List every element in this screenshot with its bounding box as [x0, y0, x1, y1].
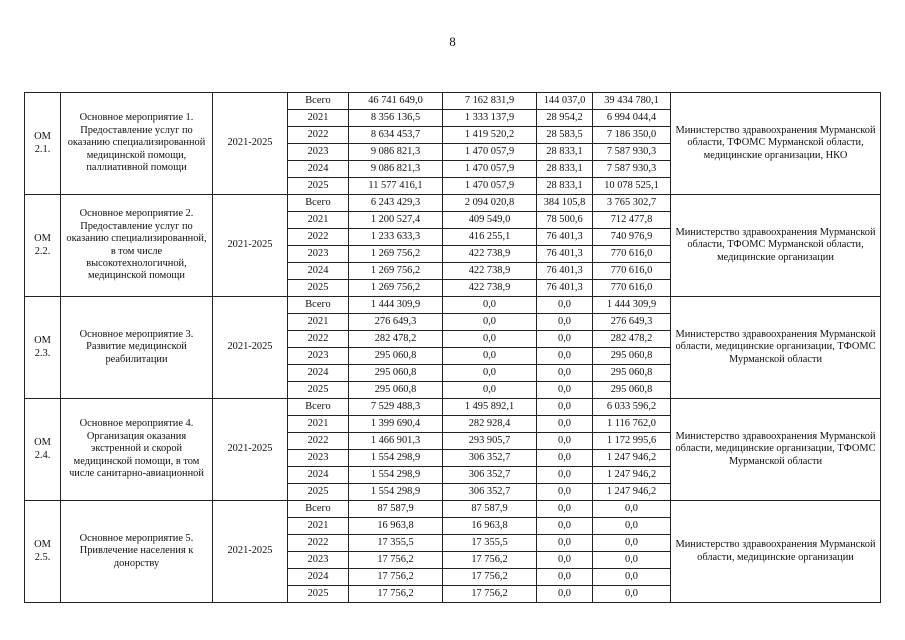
year-cell: 2023: [288, 246, 349, 263]
activity-code: ОМ 2.1.: [25, 93, 61, 195]
regional-budget-cell: 0,0: [443, 331, 537, 348]
federal-budget-cell: 0,0: [537, 467, 593, 484]
total-amount-cell: 17 355,5: [349, 535, 443, 552]
activity-name: Основное мероприятие 3. Развитие медицинской реабилитации: [61, 297, 213, 399]
regional-budget-cell: 416 255,1: [443, 229, 537, 246]
other-sources-cell: 1 247 946,2: [593, 484, 671, 501]
regional-budget-cell: 1 470 057,9: [443, 144, 537, 161]
total-amount-cell: 9 086 821,3: [349, 161, 443, 178]
year-cell: 2022: [288, 331, 349, 348]
regional-budget-cell: 0,0: [443, 314, 537, 331]
table-row: [25, 195, 881, 212]
federal-budget-cell: 78 500,6: [537, 212, 593, 229]
total-amount-cell: 282 478,2: [349, 331, 443, 348]
other-sources-cell: 6 994 044,4: [593, 110, 671, 127]
other-sources-cell: 740 976,9: [593, 229, 671, 246]
regional-budget-cell: 1 495 892,1: [443, 399, 537, 416]
regional-budget-cell: 16 963,8: [443, 518, 537, 535]
year-cell: 2022: [288, 535, 349, 552]
regional-budget-cell: 17 756,2: [443, 569, 537, 586]
other-sources-cell: 712 477,8: [593, 212, 671, 229]
year-cell: 2025: [288, 484, 349, 501]
federal-budget-cell: 0,0: [537, 586, 593, 603]
total-amount-cell: 1 466 901,3: [349, 433, 443, 450]
activity-period: 2021-2025: [213, 501, 288, 603]
total-amount-cell: 16 963,8: [349, 518, 443, 535]
federal-budget-cell: 76 401,3: [537, 263, 593, 280]
year-cell: 2023: [288, 552, 349, 569]
total-amount-cell: 276 649,3: [349, 314, 443, 331]
federal-budget-cell: 28 833,1: [537, 161, 593, 178]
regional-budget-cell: 1 333 137,9: [443, 110, 537, 127]
other-sources-cell: 10 078 525,1: [593, 178, 671, 195]
page-number: 8: [449, 34, 456, 49]
total-amount-cell: 17 756,2: [349, 569, 443, 586]
federal-budget-cell: 0,0: [537, 484, 593, 501]
year-cell: 2021: [288, 110, 349, 127]
other-sources-cell: 0,0: [593, 586, 671, 603]
regional-budget-cell: 1 470 057,9: [443, 178, 537, 195]
federal-budget-cell: 28 833,1: [537, 178, 593, 195]
total-amount-cell: 6 243 429,3: [349, 195, 443, 212]
total-amount-cell: 8 634 453,7: [349, 127, 443, 144]
regional-budget-cell: 87 587,9: [443, 501, 537, 518]
executors-cell: Министерство здравоохранения Мурманской области, ТФОМС Мурманской области, медицинские организации, НКО: [671, 93, 881, 195]
activity-name: Основное мероприятие 2. Предоставление услуг по оказанию специализированной, в том числе высокотехнологичной, медицинской помощи: [61, 195, 213, 297]
regional-budget-cell: 7 162 831,9: [443, 93, 537, 110]
year-cell: 2024: [288, 161, 349, 178]
other-sources-cell: 7 186 350,0: [593, 127, 671, 144]
other-sources-cell: 282 478,2: [593, 331, 671, 348]
year-cell: 2023: [288, 144, 349, 161]
budget-table: [24, 92, 881, 603]
other-sources-cell: 1 172 995,6: [593, 433, 671, 450]
regional-budget-cell: 2 094 020,8: [443, 195, 537, 212]
federal-budget-cell: 144 037,0: [537, 93, 593, 110]
executors-cell: Министерство здравоохранения Мурманской области, медицинские организации, ТФОМС Мурманской области: [671, 297, 881, 399]
total-amount-cell: 1 554 298,9: [349, 450, 443, 467]
year-cell: 2021: [288, 212, 349, 229]
federal-budget-cell: 0,0: [537, 331, 593, 348]
regional-budget-cell: 409 549,0: [443, 212, 537, 229]
table-row: [25, 297, 881, 314]
activity-period: 2021-2025: [213, 195, 288, 297]
other-sources-cell: 1 247 946,2: [593, 450, 671, 467]
regional-budget-cell: 17 756,2: [443, 552, 537, 569]
federal-budget-cell: 0,0: [537, 399, 593, 416]
total-amount-cell: 1 200 527,4: [349, 212, 443, 229]
year-cell: Всего: [288, 195, 349, 212]
total-amount-cell: 1 554 298,9: [349, 467, 443, 484]
other-sources-cell: 1 116 762,0: [593, 416, 671, 433]
year-cell: 2025: [288, 178, 349, 195]
other-sources-cell: 295 060,8: [593, 382, 671, 399]
regional-budget-cell: 1 419 520,2: [443, 127, 537, 144]
federal-budget-cell: 28 583,5: [537, 127, 593, 144]
year-cell: 2022: [288, 433, 349, 450]
activity-period: 2021-2025: [213, 297, 288, 399]
federal-budget-cell: 0,0: [537, 348, 593, 365]
activity-period: 2021-2025: [213, 93, 288, 195]
year-cell: 2022: [288, 127, 349, 144]
other-sources-cell: 1 444 309,9: [593, 297, 671, 314]
federal-budget-cell: 0,0: [537, 416, 593, 433]
total-amount-cell: 295 060,8: [349, 365, 443, 382]
federal-budget-cell: 0,0: [537, 450, 593, 467]
total-amount-cell: 1 269 756,2: [349, 263, 443, 280]
year-cell: 2021: [288, 314, 349, 331]
regional-budget-cell: 17 756,2: [443, 586, 537, 603]
total-amount-cell: 17 756,2: [349, 586, 443, 603]
executors-cell: Министерство здравоохранения Мурманской области, ТФОМС Мурманской области, медицинские организации: [671, 195, 881, 297]
year-cell: Всего: [288, 399, 349, 416]
federal-budget-cell: 0,0: [537, 501, 593, 518]
total-amount-cell: 1 554 298,9: [349, 484, 443, 501]
total-amount-cell: 1 399 690,4: [349, 416, 443, 433]
total-amount-cell: 87 587,9: [349, 501, 443, 518]
year-cell: Всего: [288, 501, 349, 518]
year-cell: 2025: [288, 586, 349, 603]
other-sources-cell: 276 649,3: [593, 314, 671, 331]
federal-budget-cell: 0,0: [537, 365, 593, 382]
regional-budget-cell: 17 355,5: [443, 535, 537, 552]
other-sources-cell: 7 587 930,3: [593, 161, 671, 178]
activity-code: ОМ 2.4.: [25, 399, 61, 501]
year-cell: 2025: [288, 382, 349, 399]
year-cell: Всего: [288, 93, 349, 110]
total-amount-cell: 11 577 416,1: [349, 178, 443, 195]
regional-budget-cell: 422 738,9: [443, 280, 537, 297]
total-amount-cell: 295 060,8: [349, 382, 443, 399]
other-sources-cell: 295 060,8: [593, 348, 671, 365]
other-sources-cell: 295 060,8: [593, 365, 671, 382]
table-row: [25, 399, 881, 416]
total-amount-cell: 46 741 649,0: [349, 93, 443, 110]
other-sources-cell: 3 765 302,7: [593, 195, 671, 212]
federal-budget-cell: 0,0: [537, 552, 593, 569]
federal-budget-cell: 28 833,1: [537, 144, 593, 161]
year-cell: 2022: [288, 229, 349, 246]
activity-code: ОМ 2.5.: [25, 501, 61, 603]
regional-budget-cell: 422 738,9: [443, 246, 537, 263]
activity-name: Основное мероприятие 5. Привлечение населения к донорству: [61, 501, 213, 603]
other-sources-cell: 770 616,0: [593, 280, 671, 297]
total-amount-cell: 1 269 756,2: [349, 280, 443, 297]
federal-budget-cell: 0,0: [537, 382, 593, 399]
total-amount-cell: 8 356 136,5: [349, 110, 443, 127]
other-sources-cell: 770 616,0: [593, 246, 671, 263]
total-amount-cell: 17 756,2: [349, 552, 443, 569]
federal-budget-cell: 76 401,3: [537, 280, 593, 297]
federal-budget-cell: 76 401,3: [537, 229, 593, 246]
activity-period: 2021-2025: [213, 399, 288, 501]
total-amount-cell: 7 529 488,3: [349, 399, 443, 416]
federal-budget-cell: 0,0: [537, 314, 593, 331]
year-cell: 2025: [288, 280, 349, 297]
executors-cell: Министерство здравоохранения Мурманской области, медицинские организации, ТФОМС Мурманской области: [671, 399, 881, 501]
regional-budget-cell: 282 928,4: [443, 416, 537, 433]
total-amount-cell: 9 086 821,3: [349, 144, 443, 161]
federal-budget-cell: 0,0: [537, 518, 593, 535]
other-sources-cell: 1 247 946,2: [593, 467, 671, 484]
activity-code: ОМ 2.2.: [25, 195, 61, 297]
regional-budget-cell: 293 905,7: [443, 433, 537, 450]
year-cell: 2024: [288, 569, 349, 586]
regional-budget-cell: 1 470 057,9: [443, 161, 537, 178]
federal-budget-cell: 0,0: [537, 297, 593, 314]
federal-budget-cell: 76 401,3: [537, 246, 593, 263]
regional-budget-cell: 0,0: [443, 365, 537, 382]
year-cell: 2021: [288, 416, 349, 433]
activity-code: ОМ 2.3.: [25, 297, 61, 399]
other-sources-cell: 39 434 780,1: [593, 93, 671, 110]
total-amount-cell: 295 060,8: [349, 348, 443, 365]
federal-budget-cell: 384 105,8: [537, 195, 593, 212]
year-cell: 2024: [288, 467, 349, 484]
other-sources-cell: 0,0: [593, 552, 671, 569]
regional-budget-cell: 422 738,9: [443, 263, 537, 280]
activity-name: Основное мероприятие 1. Предоставление услуг по оказанию специализированной медицинской помощи, паллиативной помощи: [61, 93, 213, 195]
federal-budget-cell: 0,0: [537, 433, 593, 450]
total-amount-cell: 1 269 756,2: [349, 246, 443, 263]
other-sources-cell: 0,0: [593, 518, 671, 535]
regional-budget-cell: 306 352,7: [443, 467, 537, 484]
regional-budget-cell: 0,0: [443, 297, 537, 314]
federal-budget-cell: 0,0: [537, 569, 593, 586]
other-sources-cell: 7 587 930,3: [593, 144, 671, 161]
year-cell: 2024: [288, 263, 349, 280]
regional-budget-cell: 306 352,7: [443, 484, 537, 501]
other-sources-cell: 0,0: [593, 569, 671, 586]
federal-budget-cell: 0,0: [537, 535, 593, 552]
other-sources-cell: 6 033 596,2: [593, 399, 671, 416]
table-row: [25, 501, 881, 518]
total-amount-cell: 1 233 633,3: [349, 229, 443, 246]
federal-budget-cell: 28 954,2: [537, 110, 593, 127]
year-cell: 2023: [288, 348, 349, 365]
other-sources-cell: 0,0: [593, 535, 671, 552]
year-cell: 2024: [288, 365, 349, 382]
activity-name: Основное мероприятие 4. Организация оказания экстренной и скорой медицинской помощи, в том числе санитарно-авиационной: [61, 399, 213, 501]
executors-cell: Министерство здравоохранения Мурманской области, медицинские организации: [671, 501, 881, 603]
year-cell: 2021: [288, 518, 349, 535]
regional-budget-cell: 306 352,7: [443, 450, 537, 467]
total-amount-cell: 1 444 309,9: [349, 297, 443, 314]
regional-budget-cell: 0,0: [443, 348, 537, 365]
regional-budget-cell: 0,0: [443, 382, 537, 399]
other-sources-cell: 770 616,0: [593, 263, 671, 280]
table-row: [25, 93, 881, 110]
other-sources-cell: 0,0: [593, 501, 671, 518]
year-cell: Всего: [288, 297, 349, 314]
year-cell: 2023: [288, 450, 349, 467]
